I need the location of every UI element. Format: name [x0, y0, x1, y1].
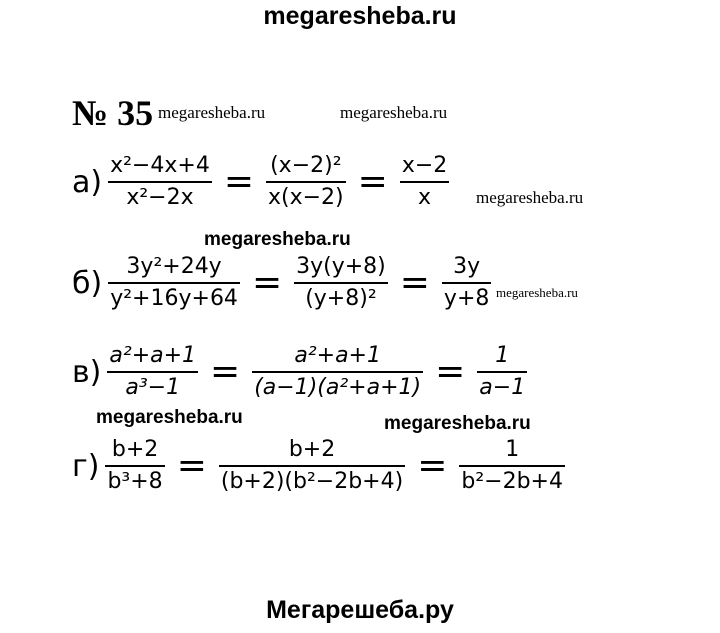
- item-label: в): [72, 354, 102, 390]
- item-label: г): [72, 448, 100, 484]
- denominator: (a−1)(a²+a+1): [254, 375, 422, 400]
- fraction: [459, 436, 565, 496]
- fraction-bar: [219, 465, 405, 467]
- equals-sign: =: [251, 262, 283, 303]
- watermark-bold: megaresheba.ru: [204, 229, 351, 250]
- watermark-bold: megaresheba.ru: [384, 413, 531, 434]
- fraction: [108, 253, 240, 313]
- fraction-bar: [442, 282, 491, 284]
- watermark-bottom: Мегарешеба.ру: [266, 596, 454, 624]
- fraction-bar: [108, 181, 212, 183]
- watermark-inline: megaresheba.ru: [158, 103, 266, 122]
- fraction: [266, 152, 346, 212]
- equals-sign: =: [176, 445, 207, 486]
- problem-number: № 35: [72, 93, 154, 133]
- equation-g: [72, 436, 565, 496]
- equation-a: [72, 152, 449, 212]
- denominator: (b+2)(b²−2b+4): [220, 469, 404, 494]
- equation-b: [72, 253, 491, 313]
- fraction-bar: [477, 371, 527, 373]
- denominator: x²−2x: [126, 185, 194, 210]
- fraction-bar: [108, 282, 240, 284]
- fraction: [252, 342, 423, 402]
- fraction-bar: [107, 371, 198, 373]
- watermark-inline: megaresheba.ru: [476, 188, 584, 207]
- fraction: [219, 436, 405, 496]
- denominator: a−1: [479, 375, 526, 400]
- denominator: b²−2b+4: [461, 469, 563, 494]
- watermark-bold: megaresheba.ru: [96, 407, 243, 428]
- denominator: y²+16y+64: [110, 286, 238, 311]
- numerator: x²−4x+4: [110, 153, 210, 178]
- fraction: [294, 253, 388, 313]
- fraction: [107, 342, 198, 402]
- numerator: 3y: [453, 254, 481, 279]
- denominator: y+8: [443, 286, 490, 311]
- numerator: a²+a+1: [294, 343, 381, 368]
- fraction-bar: [266, 181, 346, 183]
- watermark-inline: megaresheba.ru: [496, 285, 578, 300]
- fraction: [400, 152, 449, 212]
- numerator: 1: [505, 437, 520, 462]
- fraction-bar: [294, 282, 388, 284]
- equals-sign: =: [357, 161, 388, 202]
- numerator: (x−2)²: [270, 153, 342, 178]
- numerator: 3y(y+8): [296, 254, 386, 279]
- fraction: [108, 152, 212, 212]
- equals-sign: =: [210, 351, 241, 392]
- item-label: а): [72, 164, 103, 200]
- fraction-bar: [105, 465, 164, 467]
- numerator: 3y²+24y: [126, 254, 222, 279]
- equals-sign: =: [435, 351, 466, 392]
- watermark-inline: megaresheba.ru: [340, 103, 448, 122]
- equals-sign: =: [223, 161, 254, 202]
- equals-sign: =: [399, 262, 430, 303]
- fraction-bar: [459, 465, 565, 467]
- equation-v: [72, 342, 527, 402]
- denominator: b³+8: [107, 469, 163, 494]
- numerator: b+2: [288, 437, 336, 462]
- numerator: a²+a+1: [109, 343, 197, 368]
- denominator: a³−1: [125, 375, 181, 400]
- numerator: b+2: [111, 437, 159, 462]
- equals-sign: =: [417, 445, 448, 486]
- denominator: x(x−2): [268, 185, 344, 210]
- numerator: 1: [495, 343, 510, 368]
- fraction-bar: [252, 371, 423, 373]
- denominator: (y+8)²: [305, 286, 377, 311]
- denominator: x: [418, 185, 432, 210]
- numerator: x−2: [401, 153, 448, 178]
- fraction: [442, 253, 491, 313]
- fraction-bar: [400, 181, 449, 183]
- fraction: [105, 436, 164, 496]
- fraction: [477, 342, 527, 402]
- watermark-top: megaresheba.ru: [263, 2, 457, 30]
- item-label: б): [72, 265, 103, 301]
